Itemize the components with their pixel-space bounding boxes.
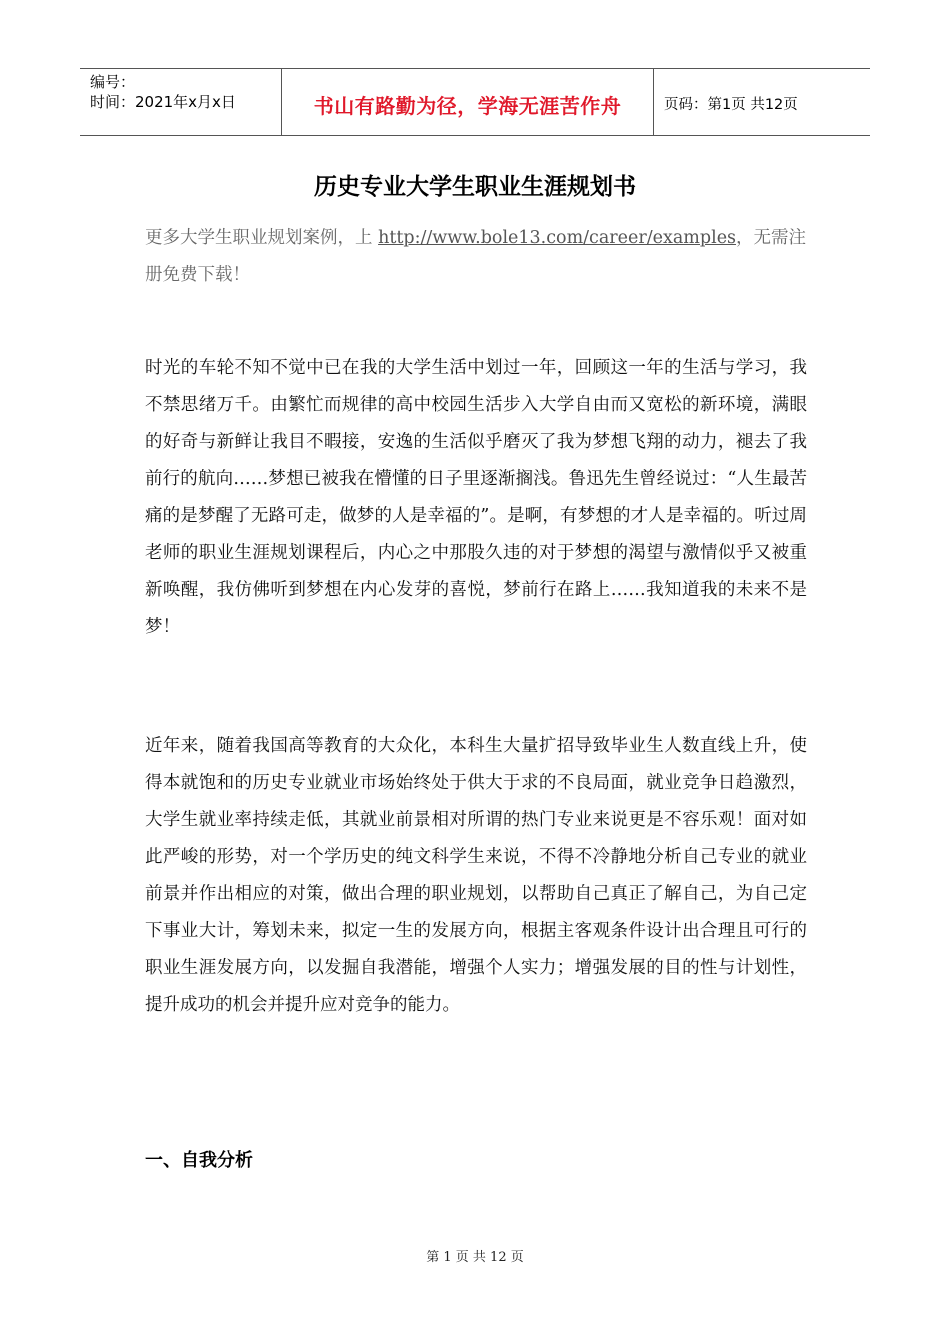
- header-table: [80, 68, 870, 136]
- header-meta: [80, 69, 282, 135]
- header-page-info: 页码：第1页 共12页: [664, 96, 798, 113]
- header-motto: 书山有路勤为径，学海无涯苦作舟: [282, 69, 654, 135]
- document-date-label: 时间：2021年x月x日: [90, 93, 236, 111]
- paragraph-background: 近年来，随着我国高等教育的大众化，本科生大量扩招导致毕业生人数直线上升，使得本就饱和的历史专业就业市场始终处于供大于求的不良局面，就业竞争日趋激烈，大学生就业率持续走低，其就业前景相对所谓的热门专业来说更是不容乐观！面对如此严峻的形势，对一个学历史的纯文科学生来说，不得不冷静地分析自己专业的就业前景并作出相应的对策，做出合理的职业规划，以帮助自己真正了解自己，为自己定下事业大计，筹划未来，拟定一生的发展方向，根据主客观条件设计出合理且可行的职业生涯发展方向，以发掘自我潜能，增强个人实力；增强发展的目的性与计划性，提升成功的机会并提升应对竞争的能力。: [145, 736, 807, 1015]
- page-footer: 第 1 页 共 12 页: [426, 1250, 524, 1265]
- document-title: 历史专业大学生职业生涯规划书: [314, 174, 636, 200]
- promo-text: [145, 220, 815, 294]
- document-number-label: 编号：: [90, 73, 136, 91]
- promo-link[interactable]: http://www.bole13.com/career/examples: [378, 228, 737, 248]
- paragraph-intro: 时光的车轮不知不觉中已在我的大学生活中划过一年，回顾这一年的生活与学习，我不禁思绪万千。由繁忙而规律的高中校园生活步入大学自由而又宽松的新环境，满眼的好奇与新鲜让我目不暇接，安逸的生活似乎磨灭了我为梦想飞翔的动力，褪去了我前行的航向……梦想已被我在懵懂的日子里逐渐搁浅。鲁迅先生曾经说过：“人生最苦痛的是梦醒了无路可走，做梦的人是幸福的”。是啊，有梦想的才人是幸福的。听过周老师的职业生涯规划课程后，内心之中那股久违的对于梦想的渴望与激情似乎又被重新唤醒，我仿佛听到梦想在内心发芽的喜悦，梦前行在路上……我知道我的未来不是梦！: [145, 358, 807, 637]
- promo-suffix: ，无需注册免费下载！: [145, 228, 807, 285]
- section-heading: 一、自我分析: [145, 1150, 253, 1171]
- promo-prefix: 更多大学生职业规划案例，上: [145, 228, 379, 248]
